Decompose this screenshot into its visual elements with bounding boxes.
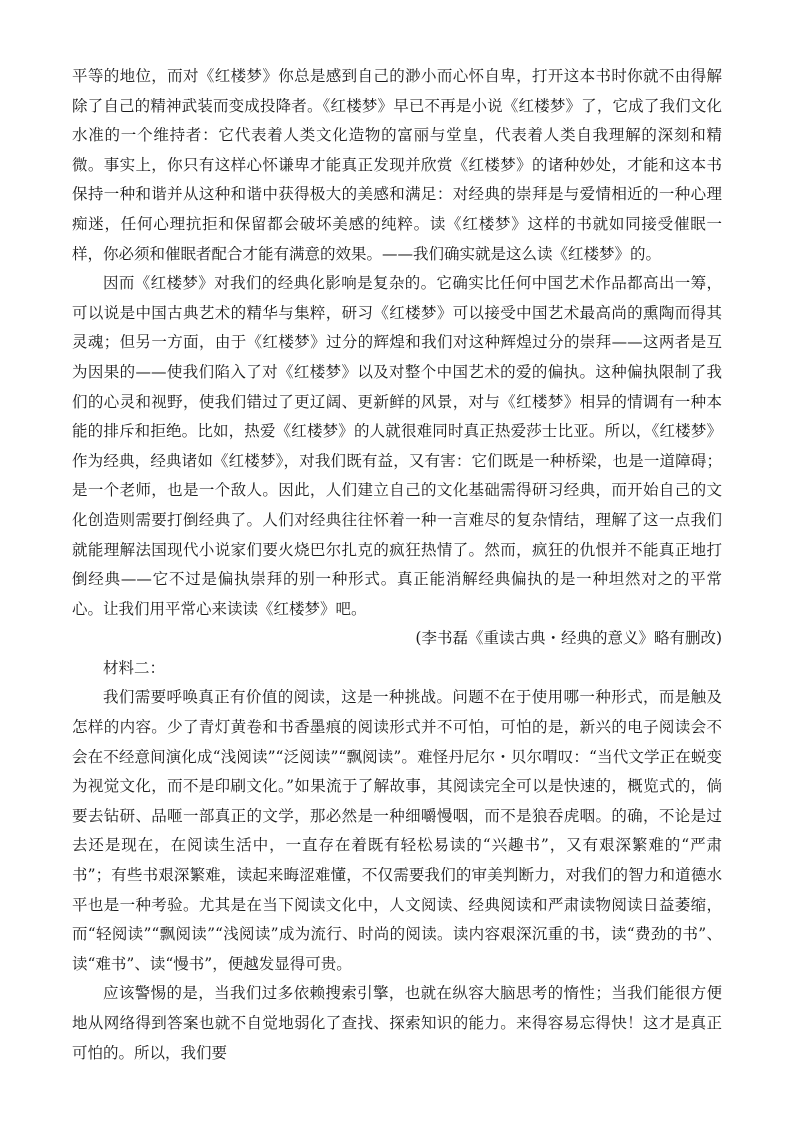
paragraph-1: 平等的地位，而对《红楼梦》你总是感到自己的渺小而心怀自卑，打开这本书时你就不由得解除了自己的精神武装而变成投降者。《红楼梦》早已不再是小说《红楼梦》了，它成了我们文化水准的一个维持者：它代表着人类文化造物的富丽与堂皇，代表着人类自我理解的深刻和精微。事实上，你只有这样心怀谦卑才能真正发现并欣赏《红楼梦》的诸种妙处，才能和这本书保持一种和谐并从这种和谐中获得极大的美感和满足：对经典的崇拜是与爱情相近的一种心理痴迷，任何心理抗拒和保留都会破坏美感的纯粹。读《红楼梦》这样的书就如同接受催眠一样，你必须和催眠者配合才能有满意的效果。——我们确实就是这么读《红楼梦》的。 bbox=[72, 67, 722, 263]
paragraph-3: 我们需要呼唤真正有价值的阅读，这是一种挑战。问题不在于使用哪一种形式，而是触及怎样的内容。少了青灯黄卷和书香墨痕的阅读形式并不可怕，可怕的是，新兴的电子阅读会不会在不经意间演化成“浅阅读”“泛阅读”“飘阅读”。难怪丹尼尔・贝尔喟叹：“当代文学正在蜕变为视觉文化，而不是印刷文化。”如果流于了解故事，其阅读完全可以是快速的，概览式的，倘要去钻研、品咂一部真正的文学，那必然是一种细嚼慢咽，而不是狼吞虎咽。的确，不论是过去还是现在，在阅读生活中，一直存在着既有轻松易读的“兴趣书”，又有艰深繁难的“严肃书”；有些书艰深繁难，读起来晦涩难懂，不仅需要我们的审美判断力，对我们的智力和道德水平也是一种考验。尤其是在当下阅读文化中，人文阅读、经典阅读和严肃读物阅读日益萎缩，而“轻阅读”“飘阅读”“浅阅读”成为流行、时尚的阅读。读内容艰深沉重的书，读“费劲的书”、读“难书”、读“慢书”，便越发显得可贵。 bbox=[72, 688, 722, 973]
document-page bbox=[72, 62, 722, 1068]
paragraph-2: 因而《红楼梦》对我们的经典化影响是复杂的。它确实比任何中国艺术作品都高出一筹，可以说是中国古典艺术的精华与集粹，研习《红楼梦》可以接受中国艺术最高尚的熏陶而得其灵魂；但另一方面，由于《红楼梦》过分的辉煌和我们对这种辉煌过分的崇拜——这两者是互为因果的——使我们陷入了对《红楼梦》以及对整个中国艺术的爱的偏执。这种偏执限制了我们的心灵和视野，使我们错过了更辽阔、更新鲜的风景，对与《红楼梦》相异的情调有一种本能的排斥和拒绝。比如，热爱《红楼梦》的人就很难同时真正热爱莎士比亚。所以，《红楼梦》作为经典，经典诸如《红楼梦》，对我们既有益，又有害：它们既是一种桥梁，也是一道障碍；是一个老师，也是一个敌人。因此，人们建立自己的文化基础需得研习经典，而开始自己的文化创造则需要打倒经典了。人们对经典往往怀着一种一言难尽的复杂情结，理解了这一点我们就能理解法国现代小说家们要火烧巴尔扎克的疯狂热情了。然而，疯狂的仇恨并不能真正地打倒经典——它不过是偏执崇拜的别一种形式。真正能消解经典偏执的是一种坦然对之的平常心。让我们用平常心来读读《红楼梦》吧。 bbox=[72, 274, 722, 618]
paragraph-4: 应该警惕的是，当我们过多依赖搜索引擎，也就在纵容大脑思考的惰性；当我们能很方便地从网络得到答案也就不自觉地弱化了查找、探索知识的能力。来得容易忘得快！这才是真正可怕的。所以，我们要 bbox=[72, 984, 722, 1062]
source-citation: (李书磊《重读古典・经典的意义》略有删改) bbox=[415, 629, 722, 648]
material-two-label: 材料二： bbox=[103, 658, 166, 677]
